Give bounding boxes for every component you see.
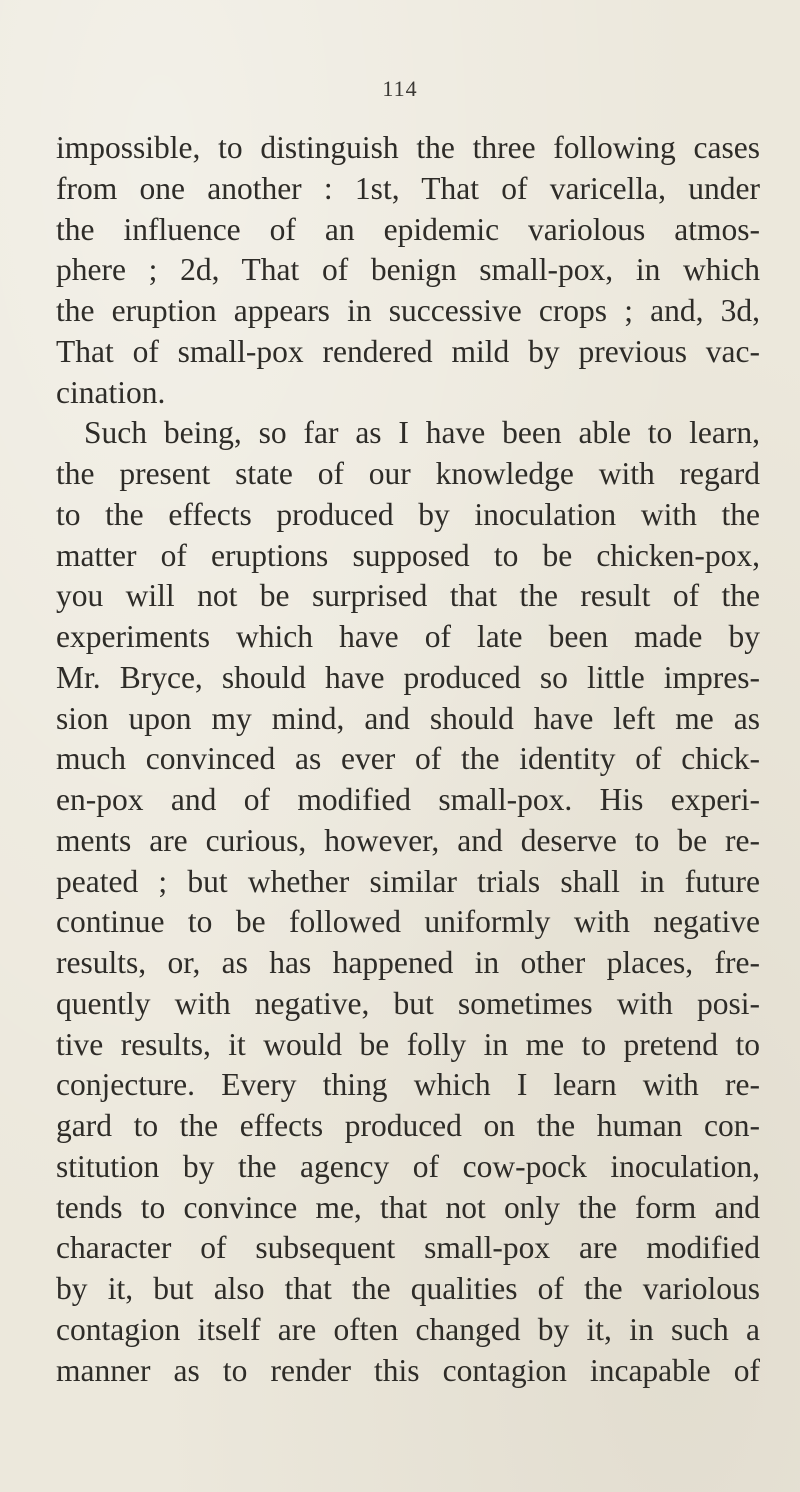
text-line: en-pox and of modified small-pox. His experi- [56,782,760,817]
text-line: That of small-pox rendered mild by previous vac- [56,333,760,369]
text-line: to the effects produced by inoculation with the [56,496,760,532]
text-line: Such being, so far as I have been able to learn, [84,415,760,451]
text-line: matter of eruptions supposed to be chicken-pox, [56,537,760,573]
text-line: from one another : 1st, That of varicella, under [56,170,760,206]
text-line: tive results, it would be folly in me to pretend to [56,1026,760,1062]
page-number: 114 [382,76,418,101]
text-line: impossible, to distinguish the three following cases [56,130,760,165]
text-line: contagion itself are often changed by it, in such a [56,1311,760,1347]
text-line: continue to be followed uniformly with negative [56,904,760,940]
text-line: manner as to render this contagion incapable of [56,1352,760,1388]
text-line: stitution by the agency of cow-pock inoculation, [56,1148,760,1184]
text-line: tends to convince me, that not only the form and [56,1189,760,1225]
text-line: the eruption appears in successive crops ; and, 3d, [56,293,760,328]
text-line: experiments which have of late been made by [56,619,760,654]
text-line: gard to the effects produced on the human con- [56,1108,760,1143]
text-line: peated ; but whether similar trials shall in future [56,863,760,899]
text-line: character of subsequent small-pox are modified [56,1230,760,1266]
text-line: results, or, as has happened in other places, fre- [56,945,760,980]
text-line: the present state of our knowledge with regard [56,456,760,491]
text-line: Mr. Bryce, should have produced so little impres- [56,659,760,695]
body-text [56,128,760,1391]
text-line: much convinced as ever of the identity of chick- [56,741,760,777]
text-line: conjecture. Every thing which I learn with re- [56,1067,760,1103]
text-line: sion upon my mind, and should have left me as [56,700,760,736]
text-line: you will not be surprised that the result of the [56,578,760,614]
text-line: by it, but also that the qualities of the variolous [56,1271,760,1306]
text-line: ments are curious, however, and deserve to be re- [56,822,760,858]
text-line: the influence of an epidemic variolous atmos- [56,211,760,247]
text-line: quently with negative, but sometimes with posi- [56,985,760,1021]
text-line: phere ; 2d, That of benign small-pox, in which [56,252,760,288]
text-line: cination. [56,374,166,410]
